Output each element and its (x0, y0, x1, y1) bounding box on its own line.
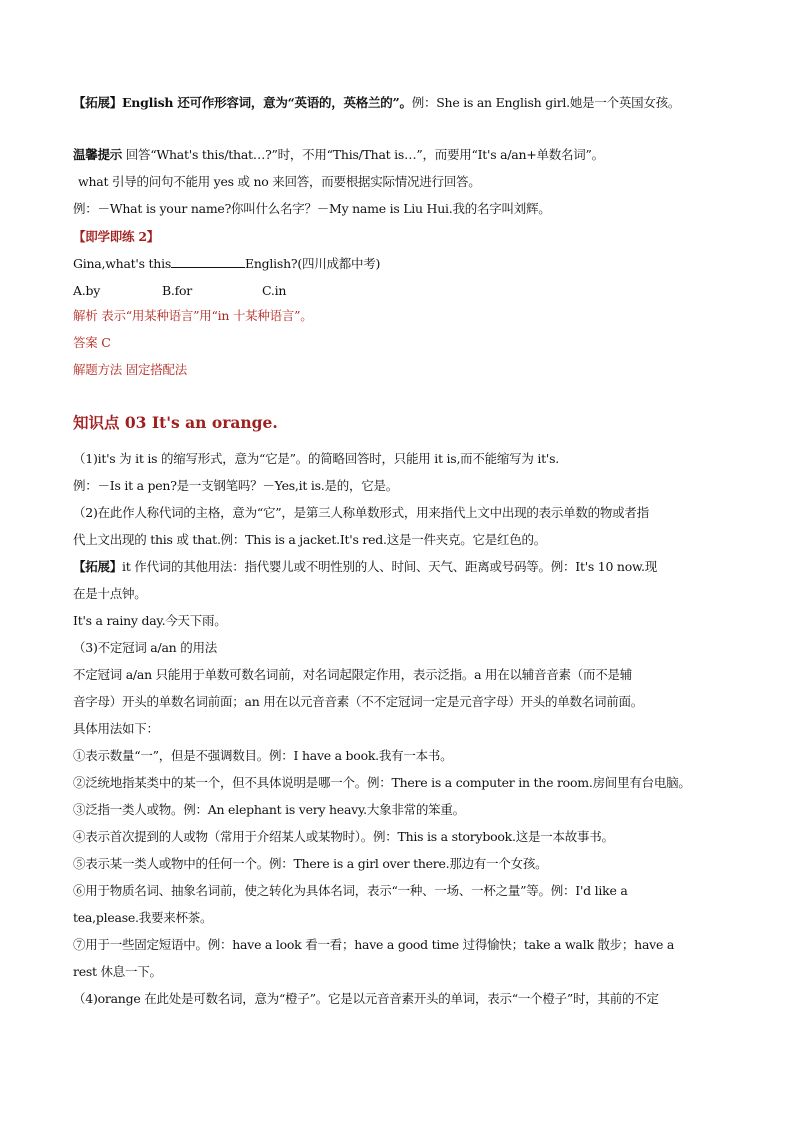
paragraph-8: 具体用法如下： (73, 721, 159, 736)
question-line (73, 255, 723, 273)
extension-it-text: it 作代词的其他用法：指代婴儿或不明性别的人、时间、天气、距离或号码等。例：It's 10 now.现 (122, 559, 657, 574)
section-title: 知识点 03 It's an orange. (73, 413, 278, 432)
paragraph-3a: （2)在此作人称代词的主格，意为“它”，是第三人称单数形式，用来指代上文中出现的表示单数的物或者指 (73, 505, 649, 520)
paragraph-5: It's a rainy day.今天下雨。 (73, 613, 227, 628)
paragraph-6: （3)不定冠词 a/an 的用法 (73, 640, 217, 655)
usage-item-3: ③泛指一类人或物。例：An elephant is very heavy.大象非常的笨重。 (73, 802, 465, 817)
paragraph-9: （4)orange 在此处是可数名词，意为“橙子”。它是以元音音素开头的单词，表示“一个橙子”时，其前的不定 (73, 991, 659, 1006)
extension-note-english (73, 94, 723, 112)
usage-item-2: ②泛统地指某类中的某一个，但不具体说明是哪一个。例：There is a computer in the room.房间里有台电脑。 (73, 775, 691, 790)
tip-label: 温馨提示 (73, 147, 123, 162)
paragraph-4b: 在是十点钟。 (73, 586, 147, 601)
options-line (73, 282, 723, 300)
extension-bold-text: English 还可作形容词，意为“英语的，英格兰的”。 (122, 95, 412, 110)
practice-heading: 【即学即练 2】 (73, 229, 160, 244)
paragraph-1: （1)it's 为 it is 的缩写形式，意为“它是”。的简略回答时，只能用 it is,而不能缩写为 it's. (73, 451, 559, 466)
paragraph-7b: 音字母）开头的单数名词前面；an 用在以元音音素（不不定冠词一定是元音字母）开头的单数名词前面。 (73, 694, 643, 709)
usage-item-6a: ⑥用于物质名词、抽象名词前，使之转化为具体名词，表示“一种、一场、一杯之量”等。例：I'd like a (73, 883, 628, 898)
extension-it-line (73, 558, 723, 576)
tip-text: 回答“What's this/that…?”时，不用“This/That is…”，而要用“It's a/an+单数名词”。 (122, 147, 604, 162)
question-text-a: Gina,what's this (73, 256, 171, 271)
answer-line: 答案 C (73, 335, 111, 350)
analysis-line: 解析 表示“用某种语言”用“in 十某种语言”。 (73, 308, 313, 323)
usage-item-7b: rest 休息一下。 (73, 964, 162, 979)
method-line: 解题方法 固定搭配法 (73, 362, 187, 377)
extension-tag: 【拓展】 (73, 95, 123, 110)
question-text-b: English?(四川成都中考) (245, 256, 381, 271)
paragraph-2: 例：－Is it a pen?是一支钢笔吗？－Yes,it is.是的，它是。 (73, 478, 398, 493)
example-name-line: 例：－What is your name?你叫什么名字？－My name is Liu Hui.我的名字叫刘辉。 (73, 201, 551, 216)
answer-blank (171, 255, 245, 268)
usage-item-1: ①表示数量“一”，但是不强调数目。例：I have a book.我有一本书。 (73, 748, 453, 763)
usage-item-5: ⑤表示某一类人或物中的任何一个。例：There is a girl over there.那边有一个女孩。 (73, 856, 548, 871)
usage-item-7a: ⑦用于一些固定短语中。例：have a look 看一看；have a good time 过得愉快；take a walk 散步；have a (73, 937, 675, 952)
paragraph-7a: 不定冠词 a/an 只能用于单数可数名词前，对名词起限定作用，表示泛指。a 用在以辅音音素（而不是辅 (73, 667, 633, 682)
usage-item-6b: tea,please.我要来杯茶。 (73, 910, 213, 925)
option-c: C.in (262, 283, 287, 298)
tip-line-2: what 引导的问句不能用 yes 或 no 来回答，而要根据实际情况进行回答。 (78, 174, 481, 189)
usage-item-4: ④表示首次提到的人或物（常用于介绍某人或某物时）。例：This is a storybook.这是一本故事书。 (73, 829, 614, 844)
paragraph-3b: 代上文出现的 this 或 that.例：This is a jacket.It's red.这是一件夹克。它是红色的。 (73, 532, 546, 547)
extension-example: 例：She is an English girl.她是一个英国女孩。 (411, 95, 681, 110)
option-b: B.for (162, 283, 193, 298)
option-a: A.by (73, 283, 101, 298)
extension-tag-2: 【拓展】 (73, 559, 123, 574)
tip-line (73, 146, 723, 164)
